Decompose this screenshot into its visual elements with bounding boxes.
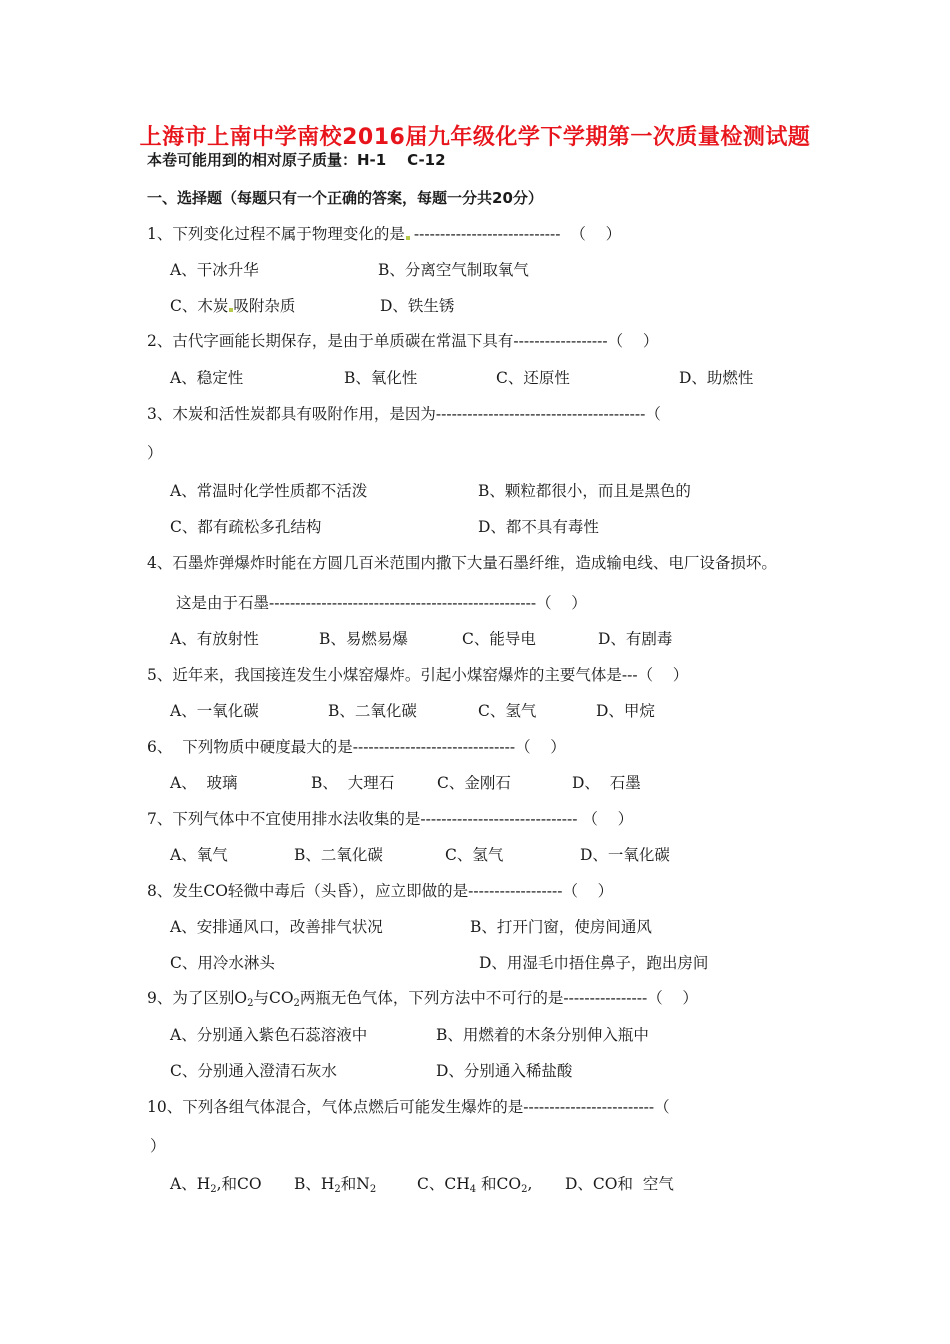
question-1-option-a: A、干冰升华 <box>170 261 259 279</box>
question-10-option-b-sub2: 2 <box>369 1184 377 1195</box>
question-10-option-b-sub1: 2 <box>334 1184 341 1195</box>
question-7-option-c: C、氢气 <box>445 846 504 864</box>
atomic-mass-note: 本卷可能用到的相对原子质量：H-1 C-12 <box>147 151 446 169</box>
question-10-cont: ） <box>150 1137 166 1155</box>
question-10-option-a-post: ,和CO <box>216 1175 262 1193</box>
question-6-option-a: A、 玻璃 <box>170 774 238 792</box>
question-7-option-d: D、一氧化碳 <box>580 846 670 864</box>
question-5-option-c: C、氢气 <box>478 702 537 720</box>
question-9 <box>147 988 698 1008</box>
question-9-stem-pre: 9、为了区别O <box>147 989 248 1007</box>
question-1-option-c <box>170 296 295 316</box>
question-7-option-a: A、氧气 <box>170 846 228 864</box>
question-9-sub1: 2 <box>247 998 254 1009</box>
question-1-option-b: B、分离空气制取氧气 <box>378 261 529 279</box>
question-10-option-c-post: , <box>527 1175 533 1193</box>
question-8: 8、发生CO轻微中毒后（头昏），应立即做的是------------------（ ） <box>147 882 614 900</box>
question-10: 10、下列各组气体混合，气体点燃后可能发生爆炸的是-------------------------（ <box>147 1098 670 1116</box>
question-10-option-c-mid: 和CO <box>476 1175 522 1193</box>
section-heading: 一、选择题（每题只有一个正确的答案，每题一分共20分） <box>147 189 543 207</box>
question-9-stem-mid: 与CO <box>253 989 294 1007</box>
question-2-option-a: A、稳定性 <box>170 369 244 387</box>
question-2: 2、古代字画能长期保存，是由于单质碳在常温下具有------------------（ ） <box>147 332 659 350</box>
question-6-option-d: D、 石墨 <box>572 774 641 792</box>
question-8-option-b: B、打开门窗，使房间通风 <box>470 918 652 936</box>
question-8-option-d: D、用湿毛巾捂住鼻子，跑出房间 <box>479 954 709 972</box>
question-3-cont: ） <box>147 444 163 462</box>
question-6-option-c: C、金刚石 <box>437 774 511 792</box>
question-4-option-b: B、易燃易爆 <box>319 630 408 648</box>
question-10-option-c-pre: C、CH <box>417 1175 470 1193</box>
question-9-stem-post: 两瓶无色气体，下列方法中不可行的是----------------（ ） <box>299 989 698 1007</box>
question-1 <box>147 224 621 244</box>
question-4: 4、石墨炸弹爆炸时能在方圆几百米范围内撒下大量石墨纤维，造成输电线、电厂设备损坏。 <box>147 554 777 572</box>
question-9-option-b: B、用燃着的木条分别伸入瓶中 <box>436 1026 649 1044</box>
question-4-option-d: D、有剧毒 <box>598 630 673 648</box>
page-title: 上海市上南中学南校2016届九年级化学下学期第一次质量检测试题 <box>139 125 811 150</box>
question-3-option-d: D、都不具有毒性 <box>478 518 599 536</box>
question-2-option-d: D、助燃性 <box>679 369 754 387</box>
question-5-option-d: D、甲烷 <box>596 702 655 720</box>
question-9-option-c: C、分别通入澄清石灰水 <box>170 1062 337 1080</box>
question-2-option-c: C、还原性 <box>496 369 570 387</box>
question-2-option-b: B、氧化性 <box>344 369 418 387</box>
question-5: 5、近年来，我国接连发生小煤窑爆炸。引起小煤窑爆炸的主要气体是---（ ） <box>147 666 689 684</box>
question-1-option-d: D、铁生锈 <box>380 297 455 315</box>
question-10-option-a-pre: A、H <box>170 1175 211 1193</box>
question-1-dash: ---------------------------- （ ） <box>413 225 622 243</box>
question-9-option-d: D、分别通入稀盐酸 <box>436 1062 573 1080</box>
question-10-option-a <box>170 1174 262 1194</box>
question-7: 7、下列气体中不宜使用排水法收集的是------------------------------ （ ） <box>147 810 634 828</box>
question-6-option-b: B、 大理石 <box>311 774 395 792</box>
question-3-option-b: B、颗粒都很小，而且是黑色的 <box>478 482 691 500</box>
question-3: 3、木炭和活性炭都具有吸附作用，是因为----------------------------------------（ <box>147 405 661 423</box>
question-9-option-a: A、分别通入紫色石蕊溶液中 <box>170 1026 368 1044</box>
question-10-option-c-sub2: 2 <box>521 1184 528 1195</box>
question-8-option-a: A、安排通风口，改善排气状况 <box>170 918 383 936</box>
question-4-cont: 这是由于石墨---------------------------------------------------（ ） <box>176 594 587 612</box>
question-1-option-c-text: C、木炭 <box>170 297 229 315</box>
question-10-option-b <box>294 1174 376 1194</box>
question-6: 6、 下列物质中硬度最大的是-------------------------------（ ） <box>147 738 566 756</box>
question-1-stem: 1、下列变化过程不属于物理变化的是 <box>147 225 405 243</box>
question-10-option-c-sub1: 4 <box>469 1184 477 1195</box>
question-10-option-a-sub: 2 <box>210 1184 217 1195</box>
question-9-sub2: 2 <box>293 998 300 1009</box>
question-7-option-b: B、二氧化碳 <box>294 846 383 864</box>
question-10-option-c <box>417 1174 532 1194</box>
question-3-option-a: A、常温时化学性质都不活泼 <box>170 482 368 500</box>
question-5-option-b: B、二氧化碳 <box>328 702 417 720</box>
question-10-option-b-mid: 和N <box>340 1175 370 1193</box>
question-10-option-d: D、CO和 空气 <box>565 1175 674 1193</box>
question-4-option-a: A、有放射性 <box>170 630 259 648</box>
question-4-option-c: C、能导电 <box>462 630 536 648</box>
question-10-option-b-pre: B、H <box>294 1175 335 1193</box>
question-8-option-c: C、用冷水淋头 <box>170 954 275 972</box>
question-5-option-a: A、一氧化碳 <box>170 702 259 720</box>
question-1-option-c-text2: 吸附杂质 <box>233 297 296 315</box>
question-3-option-c: C、都有疏松多孔结构 <box>170 518 322 536</box>
